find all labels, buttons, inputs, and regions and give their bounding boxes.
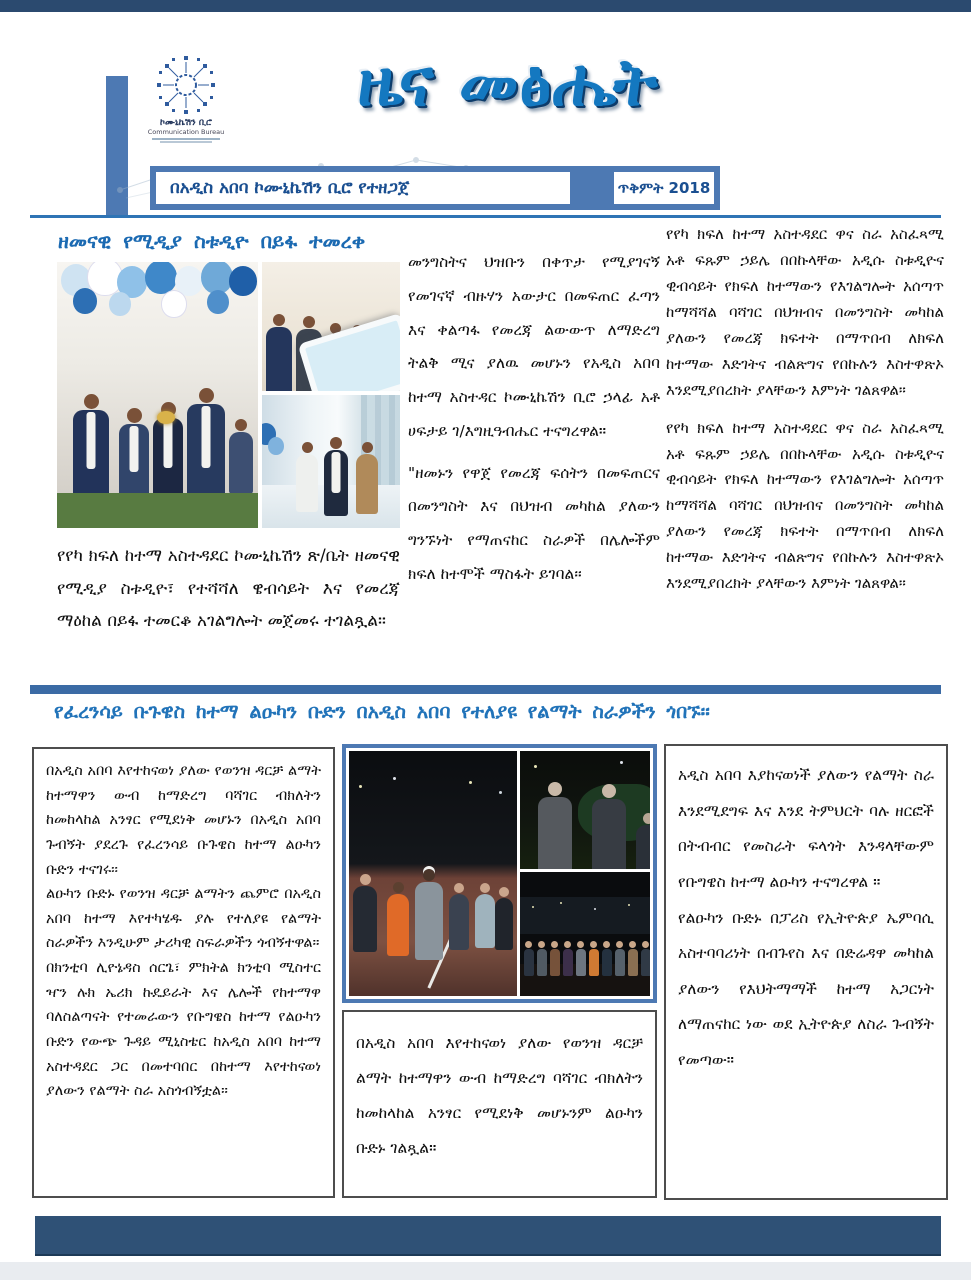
- article1-col2-paragraph: መንግስትና ህዝቡን በቀጥታ የሚያገናኝ የመገናኛ ብዙሃን አውታር በመፍጠር ፈጣን እና ቀልጣፋ የመረጃ ልውውጥ ለማድረግ ትልቅ ሚና ያለዉ መሆኑን የአዲስ አበባ ከተማ አስተዳር ኮሙኒኬሽን ቢሮ ኃላፊ አቶ ሀፍታይ ገ/እግዚዓብሔር ተናግረዋል።: [408, 253, 660, 440]
- issue-date-text: ጥቅምት 2018: [617, 179, 711, 197]
- photo-studio-tour: [262, 262, 400, 391]
- article2-headline: የፈረንሳይ ቡጉዌስ ከተማ ልዑካን ቡድን በአዲስ አበባ የተለያዩ የልማት ስራዎችን ጎበኙ፡፡: [54, 700, 710, 723]
- newsletter-title: ዜና መፅሔት: [357, 44, 659, 121]
- header-divider: [30, 215, 941, 218]
- communication-bureau-emblem-icon: [155, 54, 217, 116]
- article1-col3-paragraph: የየካ ክፍለ ከተማ አስተዳደር ዋና ስራ አስፈጻሚ አቶ ፍጹም ኃይሌ በበኩላቸው አዲሱ ስቱዲዮና ዊብሳይት የክፍለ ከተማውን የእገልግሎት አሰጣጥ ከማሻሻል ባሻገር በህዝብና በመንግስት መካከል ያለውን የመረጃ ክፍተት በማጥበብ ለክፍለ ከተማው እድገትና ብልጽግና የበኩሉን እስተዋጽኦ እንደሚያበረክት ያላቸውን እምነት ገልጸዋል።: [666, 225, 944, 399]
- bureau-logo: [138, 54, 234, 144]
- bottom-border-bar: [35, 1216, 941, 1256]
- photo-night-walk: [349, 751, 517, 996]
- article1-col3-paragraph: የየካ ክፍለ ከተማ አስተዳደር ዋና ስራ አስፈጻሚ አቶ ፍጹም ኃይሌ በበኩላቸው አዲሱ ስቱዲዮና ዊብሳይት የክፍለ ከተማውን የእገልግሎት አሰጣጥ ከማሻሻል ባሻገር በህዝብና በመንግስት መካከል ያለውን የመረጃ ክፍተት በማጥበብ ለክፍለ ከተማው እድገትና ብልጽግና የበኩሉን እስተዋጽኦ እንደሚያበረክት ያላቸውን እምነት ገልጸዋል።: [666, 418, 944, 593]
- photo-delegates-night: [520, 751, 650, 869]
- article2-left-paragraph: ልዑካን ቡድኑ የወንዝ ዳርቻ ልማትን ጨምሮ በአዲስ አበባ ከተማ እየተካሄዱ ያሉ የተለያዩ የልማት ስራዎችን እንዲሁም ታሪካዊ ስፍራዎችን ጎብኝተዋል።: [46, 886, 321, 952]
- article2-caption-box: [342, 1010, 657, 1198]
- article2-right-paragraph: አዲስ አበባ እያከናወነች ያለውን የልማት ስራ እንደሚደግፍ እና እንደ ትምህርት ባሉ ዘርፎች በትብብር የመስራት ፍላጎት እንዳላቸውም የቡግዌስ ከተማ ልዑካን ተናግረዋል ።: [678, 766, 934, 891]
- logo-amharic-text: ኮሙኒኬሽን ቢሮ: [160, 118, 212, 128]
- article1-caption: የየካ ክፍለ ከተማ አስተዳደር ኮሙኒኬሽን ጽ/ቤት ዘመናዊ የሚዲያ ስቱዲዮ፣ የተሻሻለ ዌብሳይት እና የመረጃ ማዕከል በይፋ ተመርቆ አገልግሎት መጀመሩ ተገልጿል።: [57, 546, 400, 632]
- article2-left-paragraph: በአዲስ አበባ እየተከናወነ ያለው የወንዝ ዳርቻ ልማት ከተማዋን ውብ ከማድረግ ባሻገር ብክለትን ከመከላከል አንፃር የሚደነቅ መሆኑን በአዲስ አበባ ጉብኝት ያደረጉ የፈረንሳይ ቡጉዌስ ከተማ ልዑካን ቡድን ተናገሩ፡፡: [46, 763, 321, 878]
- article1-headline: ዘመናዊ የሚዲያ ስቱዲዮ በይፋ ተመረቀ: [58, 229, 366, 253]
- article1-column-3: [666, 222, 944, 597]
- prepared-by-box: [156, 172, 570, 204]
- article1-col2-paragraph: "ዘመኑን የዋጀ የመረጃ ፍሰትን በመፍጠርና በመንግስት እና በህዝብ መካከል ያለውን ግንኙነት የማጠናከር ስራዎች በሌሎችም ክፍለ ከተሞች ማስፋት ይገባል፡፡: [408, 463, 660, 584]
- top-border-bar: [0, 0, 971, 12]
- article2-caption: በአዲስ አበባ እየተከናወነ ያለው የወንዝ ዳርቻ ልማት ከተማዋን ውብ ከማድረግ ባሻገር ብክለትን ከመከላከል አንፃር የሚደነቅ መሆኑንም ልዑካን ቡድኑ ገልጿል።: [356, 1034, 643, 1157]
- masthead-band: [150, 166, 720, 210]
- photo-corridor-walk: [262, 395, 400, 528]
- logo-english-text: Communication Bureau: [147, 128, 225, 136]
- article2-left-column: [32, 747, 335, 1198]
- page-bottom-margin: [0, 1262, 971, 1280]
- article2-left-paragraph: በክንቲባ ሊዮኔዳስ ሰርጌ፣ ምክትል ክንቲባ ሚስተር ዣን ሉክ ኤሪክ ኩዴይራት እና ሌሎች የከተማዋ ባለስልጣናት የተመራውን የቡግዌስ ከተማ የልዑካን ቡድን የውጭ ጉዳይ ሚኒስቴር ከአዲስ አበባ ከተማ አስተዳደር ጋር በመተባበር በከተማ እየተከናወነ ያለውን የልማት ስራ አስጎብኝቷል።: [46, 960, 321, 1100]
- article2-right-column: [664, 744, 948, 1200]
- section-divider-bar: [30, 685, 941, 694]
- issue-date-box: [614, 172, 714, 204]
- article2-photo-collage: [342, 744, 657, 1003]
- photo-group-night: [520, 872, 650, 996]
- prepared-by-text: በአዲስ አበባ ኮሙኒኬሽን ቢሮ የተዘጋጀ: [170, 178, 410, 198]
- photo-ribbon-cutting: [57, 262, 258, 528]
- article1-photo-collage: [57, 262, 400, 528]
- article1-column-2: [408, 246, 660, 592]
- article2-right-paragraph: የልዑካን ቡድኑ በፓሪስ የኢትዮጵያ ኤምባሲ አስተባባሪነት በብጉየስ እና በድሬዳዋ መካከል ያለውን የእህትማማች ከተማ አጋርነት ለማጠናከር ነው ወደ ኢትዮጵያ ለስራ ጉብኝት የመጣው።: [678, 908, 934, 1070]
